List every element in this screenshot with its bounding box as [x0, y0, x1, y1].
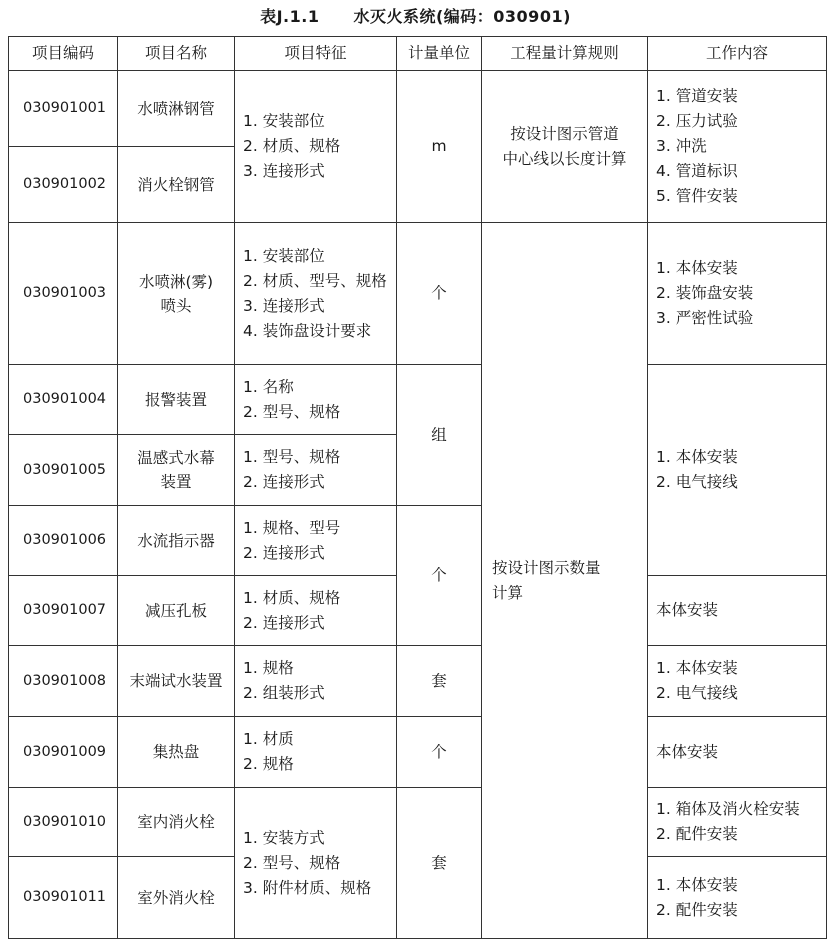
item-name: 集热盘	[118, 717, 235, 788]
item-code: 030901005	[9, 435, 118, 506]
rule-cell: 按设计图示管道 中心线以长度计算	[482, 71, 648, 223]
unit-cell: 个	[397, 717, 482, 788]
work-cell: 本体安装	[648, 717, 827, 788]
rule-cell: 按设计图示数量 计算	[482, 223, 648, 939]
item-code: 030901002	[9, 147, 118, 223]
item-code: 030901007	[9, 576, 118, 646]
header-name: 项目名称	[118, 37, 235, 71]
table-row	[9, 365, 827, 435]
item-name: 室外消火栓	[118, 857, 235, 939]
work-cell: 1. 管道安装 2. 压力试验 3. 冲洗 4. 管道标识 5. 管件安装	[648, 71, 827, 223]
item-name: 室内消火栓	[118, 788, 235, 857]
table-row	[9, 717, 827, 788]
item-name: 温感式水幕 装置	[118, 435, 235, 506]
work-cell: 1. 本体安装 2. 配件安装	[648, 857, 827, 939]
table-title	[0, 4, 831, 27]
header-code: 项目编码	[9, 37, 118, 71]
header-feature: 项目特征	[235, 37, 397, 71]
header-unit: 计量单位	[397, 37, 482, 71]
item-code: 030901011	[9, 857, 118, 939]
table-row	[9, 646, 827, 717]
item-code: 030901001	[9, 71, 118, 147]
table-row	[9, 71, 827, 147]
item-name: 减压孔板	[118, 576, 235, 646]
item-code: 030901003	[9, 223, 118, 365]
item-feature: 1. 安装部位 2. 材质、型号、规格 3. 连接形式 4. 装饰盘设计要求	[235, 223, 397, 365]
unit-cell: 套	[397, 646, 482, 717]
table-row	[9, 223, 827, 365]
item-feature: 1. 规格、型号 2. 连接形式	[235, 506, 397, 576]
item-name: 报警装置	[118, 365, 235, 435]
item-feature: 1. 规格 2. 组装形式	[235, 646, 397, 717]
item-feature: 1. 材质 2. 规格	[235, 717, 397, 788]
unit-cell: m	[397, 71, 482, 223]
item-code: 030901010	[9, 788, 118, 857]
item-feature: 1. 型号、规格 2. 连接形式	[235, 435, 397, 506]
header-rule: 工程量计算规则	[482, 37, 648, 71]
item-name: 末端试水装置	[118, 646, 235, 717]
work-cell: 1. 本体安装 2. 电气接线	[648, 365, 827, 576]
work-cell: 1. 本体安装 2. 装饰盘安装 3. 严密性试验	[648, 223, 827, 365]
item-feature: 1. 材质、规格 2. 连接形式	[235, 576, 397, 646]
item-name: 水流指示器	[118, 506, 235, 576]
item-name: 水喷淋钢管	[118, 71, 235, 147]
item-code: 030901004	[9, 365, 118, 435]
work-cell: 本体安装	[648, 576, 827, 646]
work-cell: 1. 本体安装 2. 电气接线	[648, 646, 827, 717]
item-feature: 1. 名称 2. 型号、规格	[235, 365, 397, 435]
unit-cell: 个	[397, 223, 482, 365]
item-name: 水喷淋(雾) 喷头	[118, 223, 235, 365]
item-code: 030901009	[9, 717, 118, 788]
header-row	[9, 37, 827, 71]
item-feature: 1. 安装方式 2. 型号、规格 3. 附件材质、规格	[235, 788, 397, 939]
unit-cell: 个	[397, 506, 482, 646]
item-code: 030901008	[9, 646, 118, 717]
work-cell: 1. 箱体及消火栓安装 2. 配件安装	[648, 788, 827, 857]
item-code: 030901006	[9, 506, 118, 576]
table-number: 表J.1.1	[260, 7, 320, 26]
unit-cell: 组	[397, 365, 482, 506]
inventory-table	[8, 36, 827, 939]
header-work: 工作内容	[648, 37, 827, 71]
unit-cell: 套	[397, 788, 482, 939]
item-feature: 1. 安装部位 2. 材质、规格 3. 连接形式	[235, 71, 397, 223]
table-name: 水灭火系统(编码：030901)	[353, 7, 571, 26]
item-name: 消火栓钢管	[118, 147, 235, 223]
table-row	[9, 788, 827, 857]
